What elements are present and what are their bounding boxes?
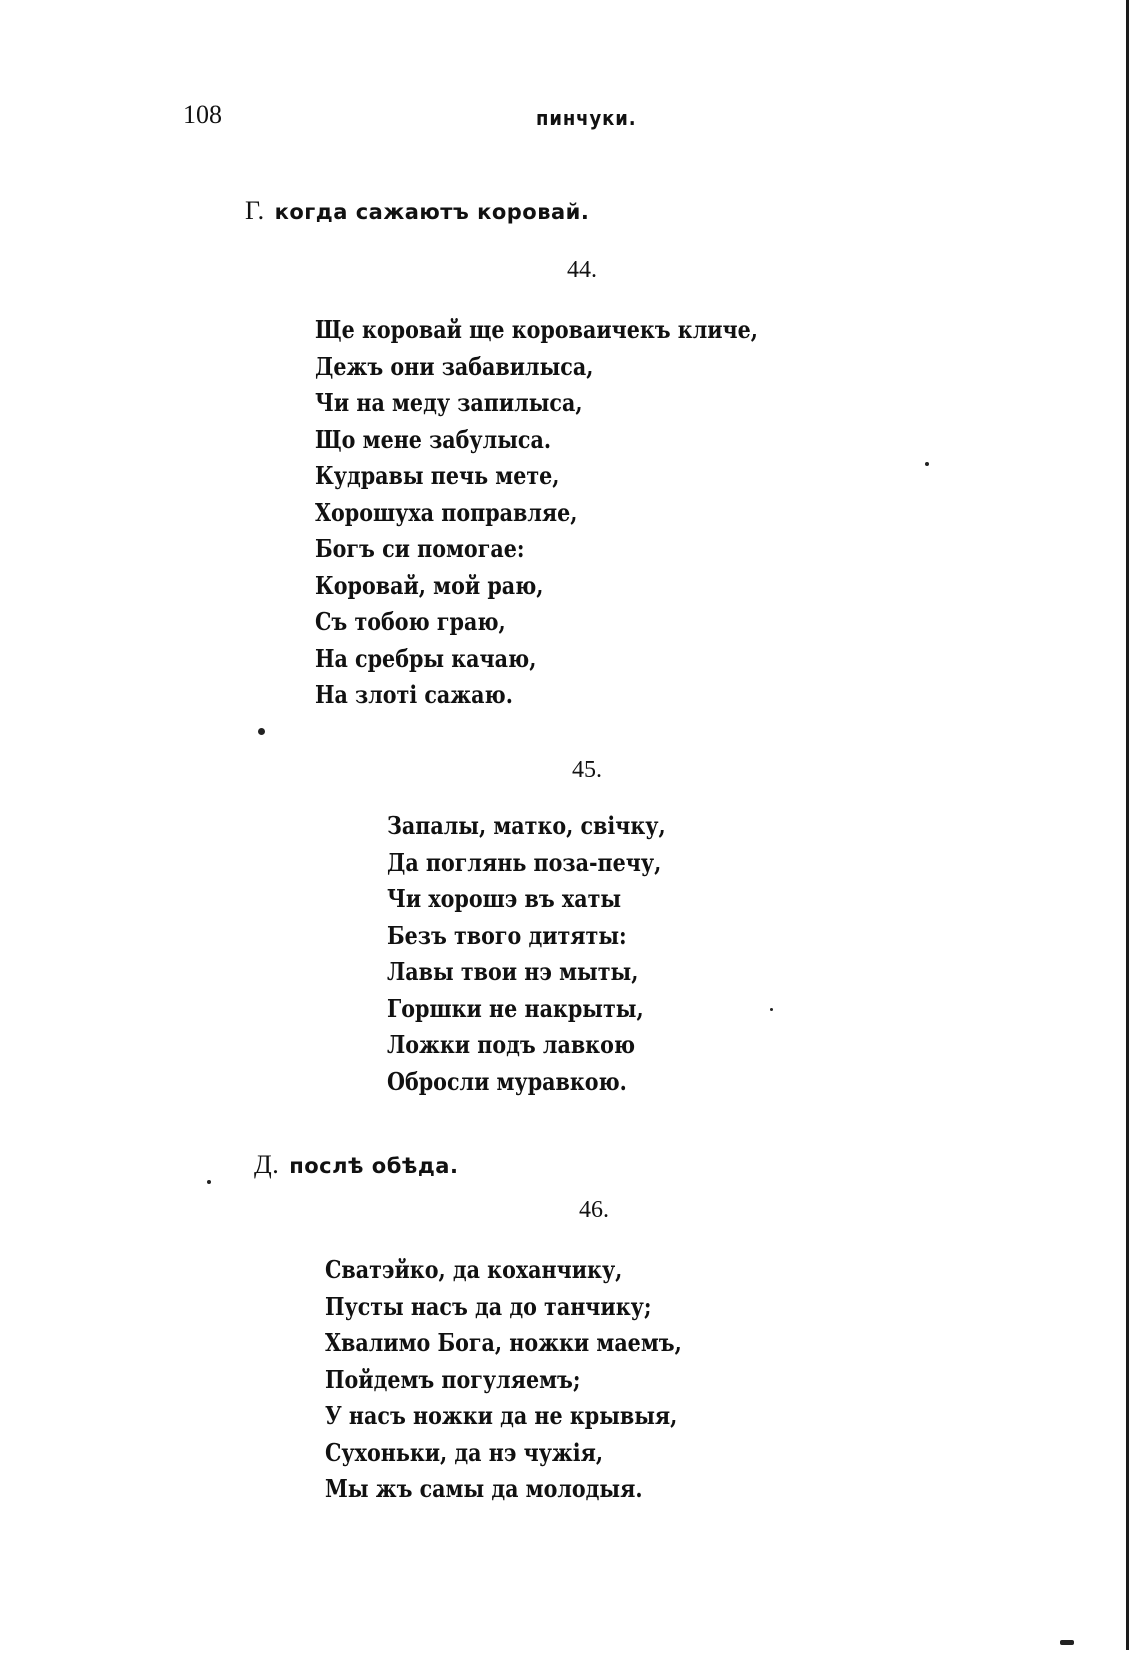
scan-speck (925, 462, 929, 466)
verse-line: Пойдемъ погуляемъ; (325, 1364, 581, 1394)
song-number: 45. (572, 757, 602, 783)
verse-line: Безъ твого дитяты: (387, 920, 627, 950)
page-number: 108 (183, 100, 222, 129)
section-heading (245, 196, 589, 226)
verse-line: Мы жъ самы да молодыя. (325, 1474, 643, 1503)
section-title: когда сажаютъ коровай. (274, 200, 590, 224)
verse-line: У насъ ножки да не крывыя, (325, 1401, 678, 1430)
verse-line: Пусты насъ да до танчику; (325, 1291, 652, 1321)
section-letter: Д. (254, 1150, 280, 1179)
verse-line: Чи на меду запилыса, (315, 388, 583, 417)
verse-line: Що мене забулыса. (315, 424, 552, 454)
section-heading (254, 1150, 458, 1180)
verse-line: Богъ си помогае: (315, 534, 525, 563)
verse-line: Дежъ они забавилыса, (315, 351, 594, 381)
verse-line: Коровай, мой раю, (315, 570, 544, 600)
page-edge-rule (1126, 0, 1129, 1650)
verse-line: На злоті сажаю. (315, 680, 513, 709)
verse-line: Сухоньки, да нэ чужія, (325, 1437, 604, 1467)
verse-line: Запалы, матко, свічку, (387, 811, 666, 840)
verse-line: Съ тобою граю, (315, 607, 506, 636)
verse-line: Обросли муравкою. (387, 1066, 627, 1096)
verse-line: Горшки не накрыты, (387, 993, 644, 1023)
song-verse (387, 808, 711, 1100)
verse-line: Ложки подъ лавкою (387, 1030, 636, 1059)
verse-line: Хвалимо Бога, ножки маемъ, (325, 1328, 682, 1357)
section-title: послѣ обѣда. (289, 1154, 459, 1178)
song-number: 44. (567, 257, 597, 283)
verse-line: Хорошуха поправляе, (315, 497, 578, 527)
song-verse (325, 1252, 740, 1508)
verse-line: Лавы твои нэ мыты, (387, 957, 639, 986)
scan-speck (207, 1180, 211, 1184)
scan-speck (770, 1008, 773, 1011)
song-verse (315, 312, 830, 714)
song-number: 46. (579, 1197, 609, 1223)
verse-line: Да поглянь поза-печу, (387, 847, 662, 877)
scan-speck (1060, 1640, 1074, 1645)
running-title: пинчуки. (536, 106, 637, 130)
verse-line: Ще коровай ще короваичекъ кличе, (315, 315, 758, 344)
verse-line: Сватэйко, да коханчику, (325, 1255, 623, 1284)
verse-line: Кудравы печь мете, (315, 461, 560, 490)
verse-line: Чи хорошэ въ хаты (387, 884, 622, 913)
section-letter: Г. (245, 196, 265, 225)
scan-speck (258, 728, 265, 735)
verse-line: На сребры качаю, (315, 643, 537, 673)
